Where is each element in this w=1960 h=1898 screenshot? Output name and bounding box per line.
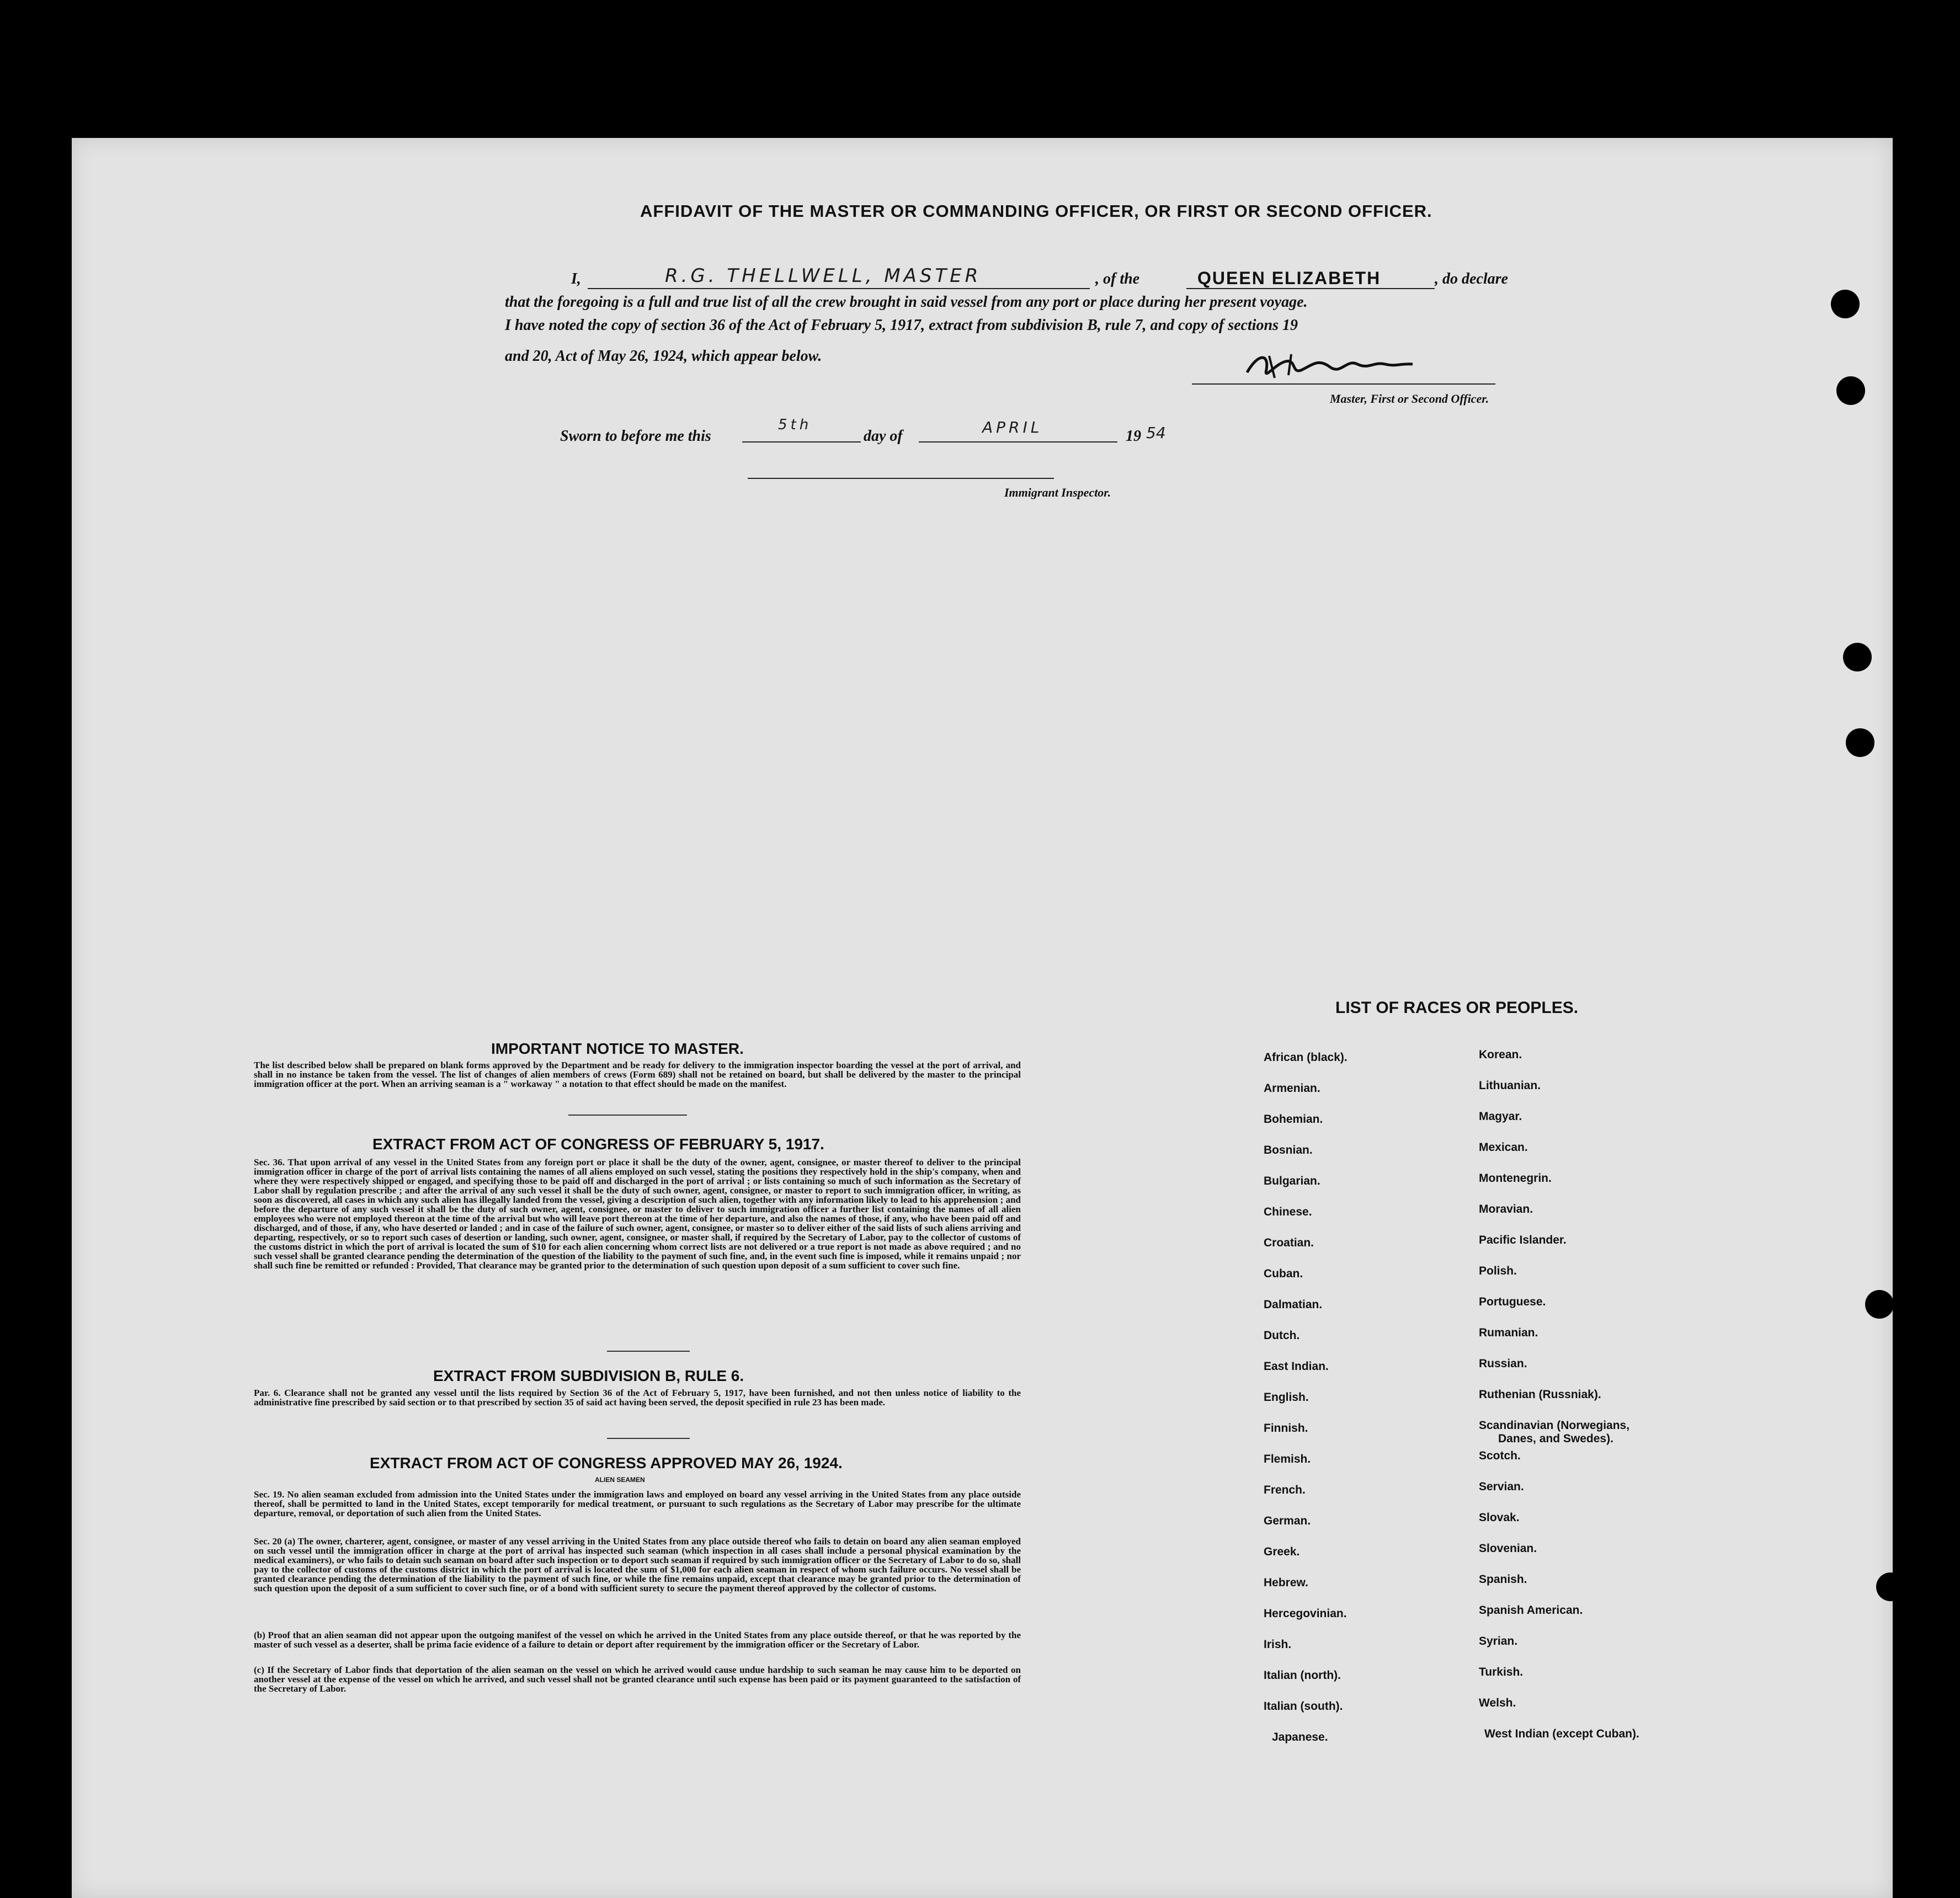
sec-20b-text: (b) Proof that an alien seaman did not appear upon the outgoing manifest of the vessel on which he arrived in the United States from any place outside thereof, or that he was reported by the master of such vessel as a deserter, shall be prima facie evidence of a failure to detain or deport after requirement by the immigration officer or the Secretary of Labor. [254, 1630, 1021, 1650]
race-left: Hebrew. [1264, 1576, 1308, 1589]
race-right: Ruthenian (Russniak). [1479, 1388, 1601, 1401]
inspector-caption: Immigrant Inspector. [1004, 486, 1111, 499]
punch-hole [1876, 1572, 1905, 1601]
do-declare-label: , do declare [1435, 270, 1508, 287]
divider [568, 1115, 687, 1116]
year-prefix: 19 [1126, 428, 1141, 445]
notice-heading: IMPORTANT NOTICE TO MASTER. [491, 1040, 744, 1057]
day-of-label: day of [864, 428, 903, 445]
race-right: Scotch. [1479, 1449, 1521, 1462]
sworn-day-handwritten: 5th [778, 417, 812, 433]
punch-hole [1865, 1290, 1894, 1319]
race-left: Irish. [1264, 1638, 1292, 1651]
race-left: Cuban. [1264, 1267, 1303, 1280]
race-left: Japanese. [1272, 1731, 1328, 1744]
race-right: Korean. [1479, 1048, 1522, 1061]
race-right: Scandinavian (Norwegians, [1479, 1419, 1630, 1432]
inspector-signature-line [748, 478, 1054, 479]
affidavit-line-4: and 20, Act of May 26, 1924, which appear below. [505, 348, 822, 365]
punch-hole [1831, 290, 1860, 318]
vessel-name-line [1186, 288, 1435, 289]
officer-name-handwritten: R.G. THELLWELL, MASTER [665, 265, 982, 287]
race-left: German. [1264, 1515, 1311, 1527]
race-left: Hercegovinian. [1264, 1607, 1347, 1620]
sec-20a-text: Sec. 20 (a) The owner, charterer, agent, consignee, or master of any vessel arriving in the United States from any place outside thereof who fails to detain on board any alien seaman employed on such vessel until the immigration officer in charge at the port of arrival has inspected such seaman (which inspection in all cases shall include a personal physical examination by the medical examiners), or who fails to detain such seaman on board after such inspection or to deport such seaman if required by such immigration officer or the Secretary of Labor to do so, shall pay to the collector of customs of the customs district in which the port of arrival is located the sum of $1,000 for each alien seaman in respect of whom such failure occurs. No vessel shall be granted clearance pending the determination of the liability to the payment of such fine, or while the fine remains unpaid, except that clearance may be granted prior to the determination of such question upon the deposit of a sum sufficient to cover such fine, or of a bond with sufficient surety to secure the payment thereof approved by the collector of customs. [254, 1536, 1021, 1593]
race-left: East Indian. [1264, 1360, 1329, 1373]
race-right: Lithuanian. [1479, 1079, 1541, 1092]
officer-name-line [588, 288, 1090, 289]
punch-hole [1843, 643, 1872, 671]
race-left: Greek. [1264, 1545, 1300, 1558]
race-left: Italian (north). [1264, 1669, 1341, 1682]
affidavit-line-3: I have noted the copy of section 36 of the Act of February 5, 1917, extract from subdivision B, rule 7, and copy of sections 19 [505, 317, 1298, 334]
race-left: Armenian. [1264, 1082, 1320, 1095]
race-right: Magyar. [1479, 1110, 1522, 1123]
race-right: Polish. [1479, 1265, 1517, 1277]
extract-1924-heading: EXTRACT FROM ACT OF CONGRESS APPROVED MAY 26, 1924. [370, 1454, 843, 1472]
race-right: Moravian. [1479, 1203, 1533, 1215]
race-left: African (black). [1264, 1051, 1348, 1064]
race-right: Russian. [1479, 1357, 1527, 1370]
race-right: Montenegrin. [1479, 1172, 1552, 1185]
race-right: Welsh. [1479, 1697, 1516, 1709]
race-left: Bohemian. [1264, 1113, 1323, 1126]
signature-line [1192, 383, 1495, 385]
divider [607, 1438, 690, 1439]
race-left: Bulgarian. [1264, 1175, 1320, 1187]
race-left: Dutch. [1264, 1329, 1300, 1342]
sec-20c-text: (c) If the Secretary of Labor finds that deportation of the alien seaman on the vessel on which he arrived would cause undue hardship to such seaman he may cause him to be deported on another vessel at the expense of the vessel on which he arrived, and such vessel shall not be granted clearance until such expense has been paid or its payment guaranteed to the satisfaction of the Secretary of Labor. [254, 1665, 1021, 1694]
race-right: Pacific Islander. [1479, 1234, 1567, 1246]
race-right: Portuguese. [1479, 1295, 1546, 1308]
race-left: Flemish. [1264, 1453, 1311, 1465]
year-suffix-handwritten: 54 [1146, 424, 1166, 442]
notice-text: The list described below shall be prepared on blank forms approved by the Department and be ready for delivery to the immigration inspector boarding the vessel at the port of arrival, and shall in no instance be taken from the vessel. The list of changes of alien members of crews (Form 689) shall not be retained on board, but shall be delivered by the master to the principal immigration officer at the port. When an arriving seaman is a " workaway " a notation to that effect should be made on the manifest. [254, 1060, 1021, 1089]
of-the-label: , of the [1095, 270, 1140, 287]
affidavit-intro: I, [571, 270, 581, 287]
race-right: Servian. [1479, 1480, 1524, 1493]
sworn-month-line [919, 441, 1117, 442]
race-right-continuation: Danes, and Swedes). [1498, 1432, 1613, 1445]
race-right: Turkish. [1479, 1666, 1524, 1678]
affidavit-line-2: that the foregoing is a full and true list of all the crew brought in said vessel from any port or place during her present voyage. [505, 294, 1308, 311]
affidavit-heading: AFFIDAVIT OF THE MASTER OR COMMANDING OFFICER, OR FIRST OR SECOND OFFICER. [640, 201, 1432, 221]
race-left: Dalmatian. [1264, 1298, 1323, 1311]
race-left: French. [1264, 1484, 1306, 1496]
sworn-day-line [742, 441, 861, 442]
races-heading: LIST OF RACES OR PEOPLES. [1335, 999, 1579, 1017]
race-right: Spanish American. [1479, 1604, 1583, 1617]
extract-1917-text: Sec. 36. That upon arrival of any vessel in the United States from any foreign port or place it shall be the duty of the owner, agent, consignee, or master thereof to deliver to the principal immigration officer in charge of the port of arrival lists containing the names of all aliens employed on such vessel, stating the positions they respectively hold in the ship's company, when and where they were respectively shipped or engaged, and specifying those to be paid off and discharged in the port of arrival ; or lists containing so much of such information as the Secretary of Labor shall by regulation prescribe ; and after the arrival of any such vessel it shall be the duty of such owner, agent, consignee, or master to report to such immigration officer, in writing, as soon as discovered, all cases in which any such alien has illegally landed from the vessel, giving a description of such alien, together with any information likely to lead to his apprehension ; and before the departure of any such vessel it shall be the duty of such owner, agent, consignee, or master to deliver to such immigration officer a further list containing the names of all alien employees who were not employed thereon at the time of the arrival but who will leave port thereon at the time of her departure, and also the names of those, if any, who have been paid off and discharged, and of those, if any, who have deserted or landed ; and in case of the failure of such owner, agent, consignee, or master so to deliver either of the said lists of such aliens arriving and departing, respectively, or so to report such cases of desertion or landing, such owner, agent, consignee, or master shall, if required by the Secretary of Labor, pay to the collector of customs of the customs district in which the port of arrival is located the sum of $10 for each alien concerning whom correct lists are not delivered or a true report is not made as above required ; and no such vessel shall be granted clearance pending the determination of the question of the liability to the payment of such fine, and, in the event such fine is imposed, while it remains unpaid ; nor shall such fine be remitted or refunded : Provided, That clearance may be granted prior to the determination of such question upon deposit of a sum sufficient to cover such fine. [254, 1157, 1021, 1271]
sec-19-text: Sec. 19. No alien seaman excluded from admission into the United States under the immigration laws and employed on board any vessel arriving in the United States from any place outside thereof, shall be permitted to land in the United States, except temporarily for medical treatment, or pursuant to such regulations as the Secretary of Labor may prescribe for the ultimate departure, removal, or deportation of such alien from the United States. [254, 1489, 1021, 1518]
master-signature [1236, 348, 1418, 386]
punch-hole [1836, 376, 1865, 405]
race-left: Italian (south). [1264, 1700, 1343, 1713]
race-right: Rumanian. [1479, 1326, 1538, 1339]
race-right: Slovak. [1479, 1511, 1520, 1524]
race-right: Spanish. [1479, 1573, 1527, 1586]
race-right: West Indian (except Cuban). [1484, 1728, 1639, 1740]
race-right: Mexican. [1479, 1141, 1528, 1154]
sworn-prefix: Sworn to before me this [560, 428, 711, 445]
race-left: Finnish. [1264, 1422, 1308, 1435]
race-left: Chinese. [1264, 1206, 1312, 1218]
race-left: English. [1264, 1391, 1309, 1404]
vessel-name: QUEEN ELIZABETH [1197, 268, 1381, 288]
race-left: Bosnian. [1264, 1144, 1313, 1156]
punch-hole [1846, 728, 1874, 757]
extract-rule-text: Par. 6. Clearance shall not be granted any vessel until the lists required by Section 36 of the Act of February 5, 1917, have been furnished, and not then unless notice of liability to the administrative fine prescribed by said section or to that prescribed by section 35 of said act having been served, the deposit specified in rule 23 has been made. [254, 1388, 1021, 1407]
sworn-month-handwritten: APRIL [982, 418, 1043, 436]
race-right: Syrian. [1479, 1635, 1518, 1648]
extract-1924-subheading: ALIEN SEAMEN [595, 1476, 645, 1484]
divider [607, 1351, 690, 1352]
race-right: Slovenian. [1479, 1542, 1537, 1555]
extract-1917-heading: EXTRACT FROM ACT OF CONGRESS OF FEBRUARY 5, 1917. [372, 1135, 824, 1153]
race-left: Croatian. [1264, 1236, 1314, 1249]
signature-caption: Master, First or Second Officer. [1330, 392, 1489, 406]
extract-rule-heading: EXTRACT FROM SUBDIVISION B, RULE 6. [433, 1367, 744, 1384]
